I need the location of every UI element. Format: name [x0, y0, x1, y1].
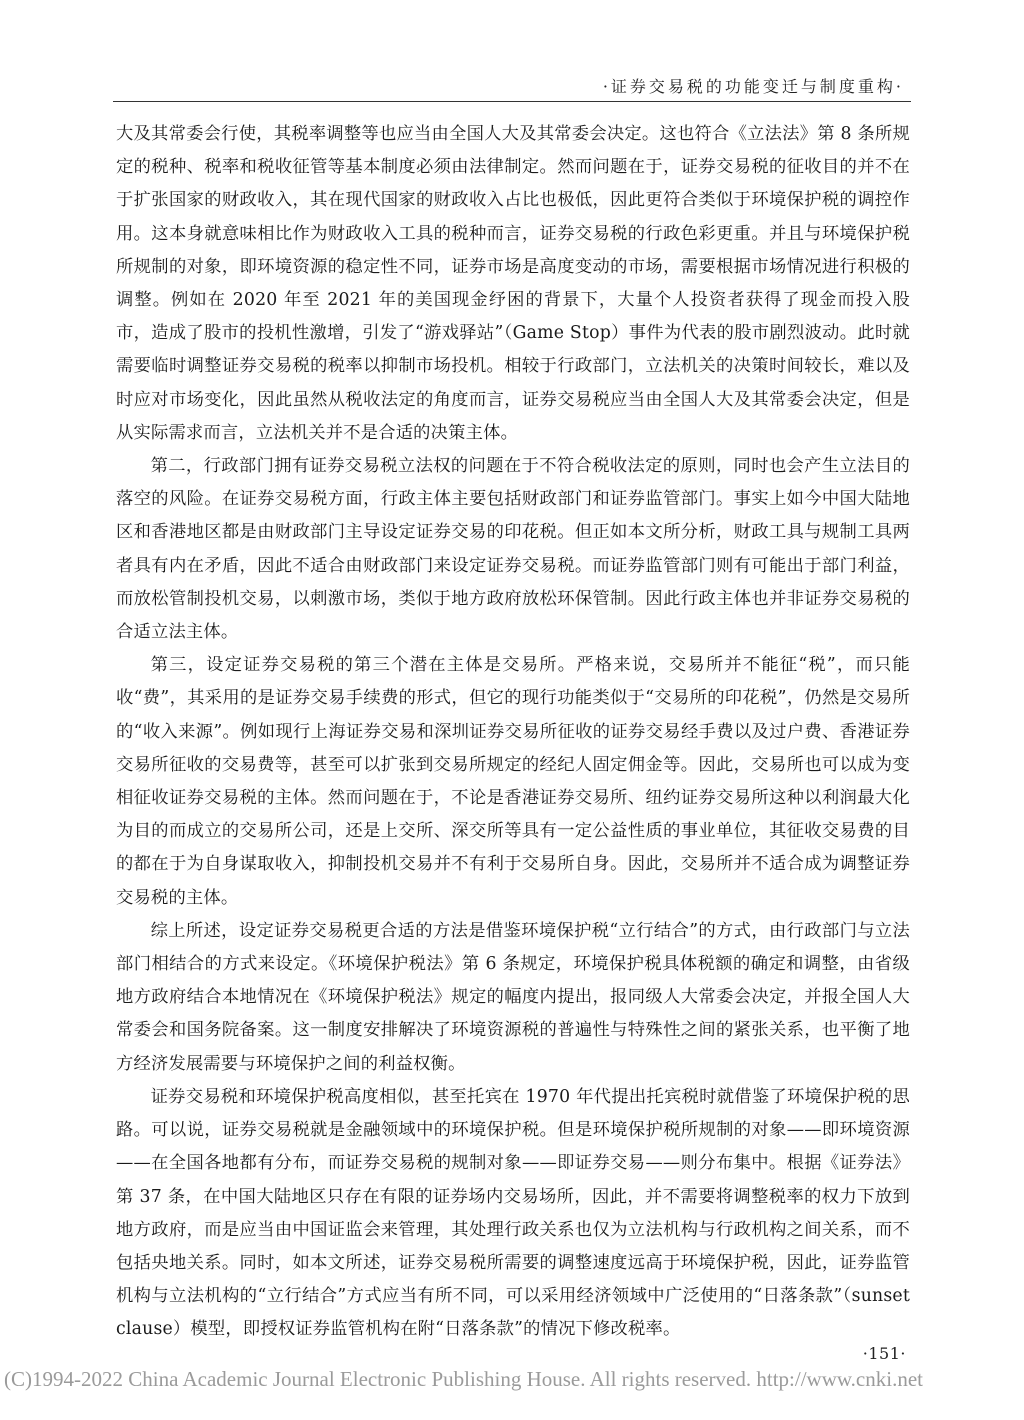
copyright-watermark: (C)1994-2022 China Academic Journal Electronic Publishing House. All rights reserved. http://www.cnki.net — [4, 1367, 923, 1391]
paragraph-second-point: 第二，行政部门拥有证券交易税立法权的问题在于不符合税收法定的原则，同时也会产生立法目的落空的风险。在证券交易税方面，行政主体主要包括财政部门和证券监管部门。事实上如今中国大陆地区和香港地区都是由财政部门主导设定证券交易的印花税。但正如本文所分析，财政工具与规制工具两者具有内在矛盾，因此不适合由财政部门来设定证券交易税。而证券监管部门则有可能出于部门利益，而放松管制投机交易，以刺激市场，类似于地方政府放松环保管制。因此行政主体也并非证券交易税的合适立法主体。 — [116, 456, 910, 643]
paragraph-summary: 综上所述，设定证券交易税更合适的方法是借鉴环境保护税“立行结合”的方式，由行政部门与立法部门相结合的方式来设定。《环境保护税法》第 6 条规定，环境保护税具体税额的确定和调整，由省级地方政府结合本地情况在《环境保护税法》规定的幅度内提出，报同级人大常委会决定，并报全国人大常委会和国务院备案。这一制度安排解决了环境资源税的普遍性与特殊性之间的紧张关系，也平衡了地方经济发展需要与环境保护之间的利益权衡。 — [116, 920, 910, 1074]
paragraph-comparison: 证券交易税和环境保护税高度相似，甚至托宾在 1970 年代提出托宾税时就借鉴了环境保护税的思路。可以说，证券交易税就是金融领域中的环境保护税。但是环境保护税所规制的对象——即环境资源——在全国各地都有分布，而证券交易税的规制对象——即证券交易——则分布集中。根据《证券法》第 37 条，在中国大陆地区只存在有限的证券场内交易场所，因此，并不需要将调整税率的权力下放到地方政府，而是应当由中国证监会来管理，其处理行政关系也仅为立法机构与行政机构之间关系，而不包括央地关系。同时，如本文所述，证券交易税所需要的调整速度远高于环境保护税，因此，证券监管机构与立法机构的“立行结合”方式应当有所不同，可以采用经济领域中广泛使用的“日落条款”（sunset clause）模型，即授权证券监管机构在附“日落条款”的情况下修改税率。 — [116, 1086, 910, 1340]
header-rule — [113, 101, 911, 102]
page-number: ·151· — [862, 1344, 906, 1363]
running-header — [0, 0, 1024, 101]
paragraph-continued: 大及其常委会行使，其税率调整等也应当由全国人大及其常委会决定。这也符合《立法法》第 8 条所规定的税种、税率和税收征管等基本制度必须由法律制定。然而问题在于，证券交易税的征收目的并不在于扩张国家的财政收入，其在现代国家的财政收入占比也极低，因此更符合类似于环境保护税的调控作用。这本身就意味相比作为财政收入工具的税种而言，证券交易税的行政色彩更重。并且与环境保护税所规制的对象，即环境资源的稳定性不同，证券市场是高度变动的市场，需要根据市场情况进行积极的调整。例如在 2020 年至 2021 年的美国现金纾困的背景下，大量个人投资者获得了现金而投入股市，造成了股市的投机性激增，引发了“游戏驿站”（Game Stop）事件为代表的股市剧烈波动。此时就需要临时调整证券交易税的税率以抑制市场投机。相较于行政部门，立法机关的决策时间较长，难以及时应对市场变化，因此虽然从税收法定的角度而言，证券交易税应当由全国人大及其常委会决定，但是从实际需求而言，立法机关并不是合适的决策主体。 — [116, 124, 910, 443]
body-text — [116, 118, 910, 1347]
running-title: ·证券交易税的功能变迁与制度重构· — [602, 77, 904, 96]
paragraph-third-point: 第三，设定证券交易税的第三个潜在主体是交易所。严格来说，交易所并不能征“税”，而只能收“费”，其采用的是证券交易手续费的形式，但它的现行功能类似于“交易所的印花税”，仍然是交易所的“收入来源”。例如现行上海证券交易和深圳证券交易所征收的证券交易经手费以及过户费、香港证券交易所征收的交易费等，甚至可以扩张到交易所规定的经纪人固定佣金等。因此，交易所也可以成为变相征收证券交易税的主体。然而问题在于，不论是香港证券交易所、纽约证券交易所这种以利润最大化为目的而成立的交易所公司，还是上交所、深交所等具有一定公益性质的事业单位，其征收交易费的目的都在于为自身谋取收入，抑制投机交易并不有利于交易所自身。因此，交易所并不适合成为调整证券交易税的主体。 — [116, 655, 910, 908]
